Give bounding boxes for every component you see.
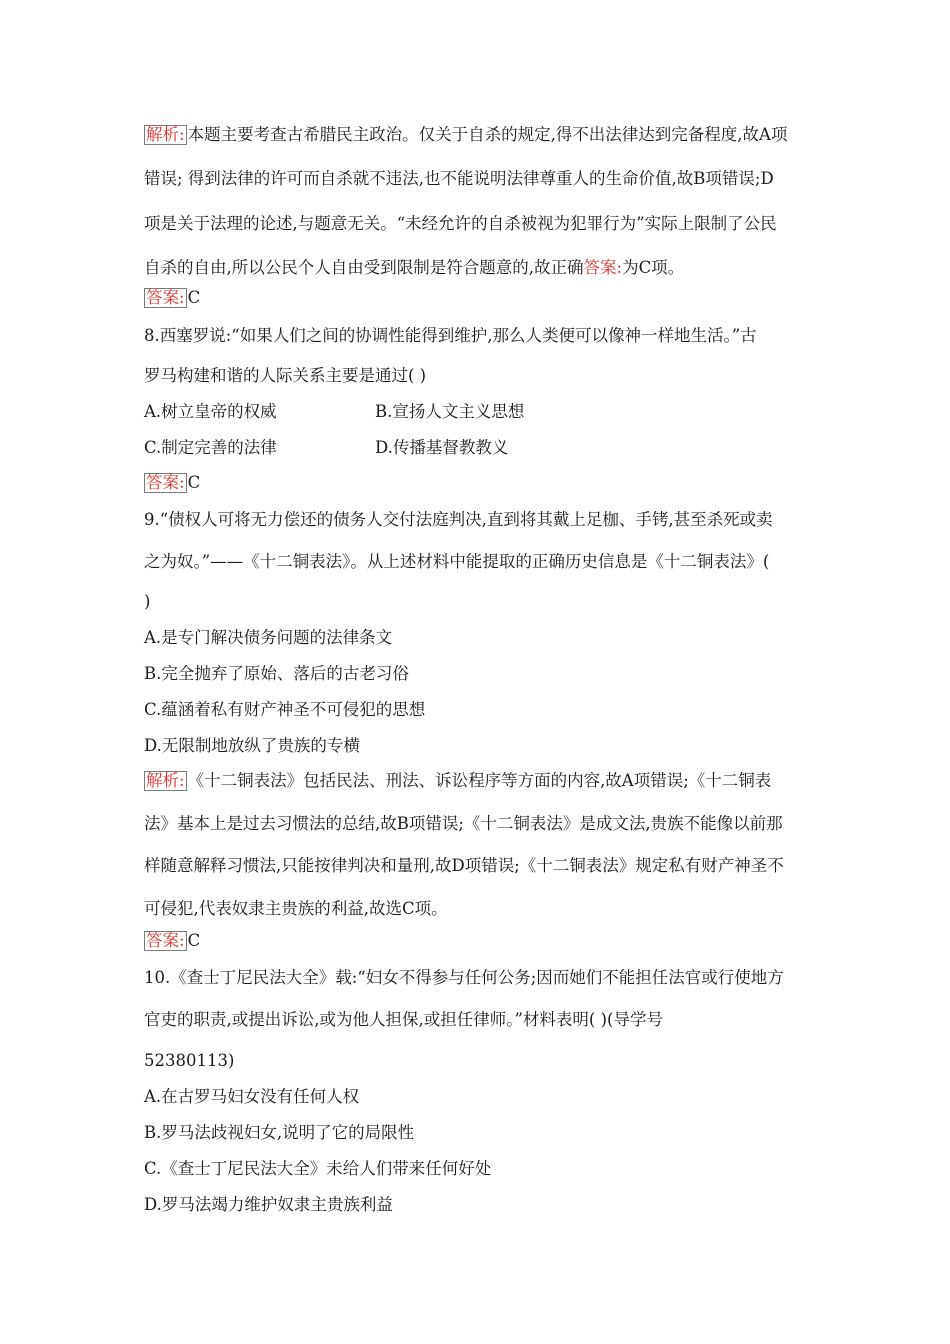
option-d: D.无限制地放纵了贵族的专横 <box>144 736 360 755</box>
answer-label: 答案: <box>146 473 185 492</box>
option-b: B.罗马法歧视妇女,说明了它的局限性 <box>144 1123 415 1142</box>
question-stem: 52380113) <box>144 1051 235 1070</box>
answer-line <box>144 288 200 308</box>
answer-line <box>144 473 200 493</box>
option-b: B.宣扬人文主义思想 <box>375 402 525 421</box>
option-b: B.完全抛弃了原始、落后的古老习俗 <box>144 664 409 683</box>
analysis-line <box>144 258 684 278</box>
analysis-line <box>144 771 771 791</box>
analysis-line: 项是关于法理的论述,与题意无关。“未经允许的自杀被视为犯罪行为”实际上限制了公民 <box>144 214 777 233</box>
answer-label: 答案: <box>146 288 185 307</box>
answer-value: C <box>187 473 201 492</box>
question-stem: ) <box>144 592 151 611</box>
analysis-line: 法》基本上是过去习惯法的总结,故B项错误;《十二铜表法》是成文法,贵族不能像以前那 <box>144 814 783 833</box>
option-d: D.罗马法竭力维护奴隶主贵族利益 <box>144 1195 393 1214</box>
option-c: C.制定完善的法律 <box>144 438 277 457</box>
analysis-text: 《十二铜表法》包括民法、刑法、诉讼程序等方面的内容,故A项错误;《十二铜表 <box>187 771 772 790</box>
question-stem: 之为奴。”——《十二铜表法》。从上述材料中能提取的正确历史信息是《十二铜表法》( <box>144 552 770 571</box>
option-a: A.树立皇帝的权威 <box>144 402 277 421</box>
answer-inline-label: 答案: <box>583 258 623 277</box>
analysis-label: 解析: <box>146 125 185 144</box>
answer-value: C <box>187 931 201 950</box>
analysis-text: 为C项。 <box>622 258 685 277</box>
option-c: C.蕴涵着私有财产神圣不可侵犯的思想 <box>144 700 426 719</box>
option-a: A.在古罗马妇女没有任何人权 <box>144 1087 360 1106</box>
analysis-line: 错误; 得到法律的许可而自杀就不违法,也不能说明法律尊重人的生命价值,故B项错误;D <box>144 169 774 188</box>
option-a: A.是专门解决债务问题的法律条文 <box>144 628 393 647</box>
answer-value: C <box>187 288 201 307</box>
analysis-line: 可侵犯,代表奴隶主贵族的利益,故选C项。 <box>144 899 448 918</box>
analysis-label: 解析: <box>146 771 185 790</box>
analysis-text: 本题主要考查古希腊民主政治。仅关于自杀的规定,得不出法律达到完备程度,故A项 <box>187 125 788 144</box>
question-stem: 10.《查士丁尼民法大全》载:“妇女不得参与任何公务;因而她们不能担任法官或行使地方 <box>144 968 784 987</box>
answer-label: 答案: <box>146 931 185 950</box>
question-stem: 罗马构建和谐的人际关系主要是通过( ) <box>144 366 427 385</box>
option-d: D.传播基督教教义 <box>375 438 509 457</box>
question-stem: 9.“债权人可将无力偿还的债务人交付法庭判决,直到将其戴上足枷、手铐,甚至杀死或卖 <box>144 510 773 529</box>
analysis-line <box>144 125 787 145</box>
question-stem: 8.西塞罗说:“如果人们之间的协调性能得到维护,那么人类便可以像神一样地生活。”古 <box>144 326 757 345</box>
option-c: C.《查士丁尼民法大全》未给人们带来任何好处 <box>144 1159 492 1178</box>
question-stem: 官吏的职责,或提出诉讼,或为他人担保,或担任律师。”材料表明( )(导学号 <box>144 1010 663 1029</box>
analysis-line: 样随意解释习惯法,只能按律判决和量刑,故D项错误;《十二铜表法》规定私有财产神圣不 <box>144 856 784 875</box>
answer-line <box>144 931 200 951</box>
analysis-text: 自杀的自由,所以公民个人自由受到限制是符合题意的,故正确 <box>144 258 584 277</box>
